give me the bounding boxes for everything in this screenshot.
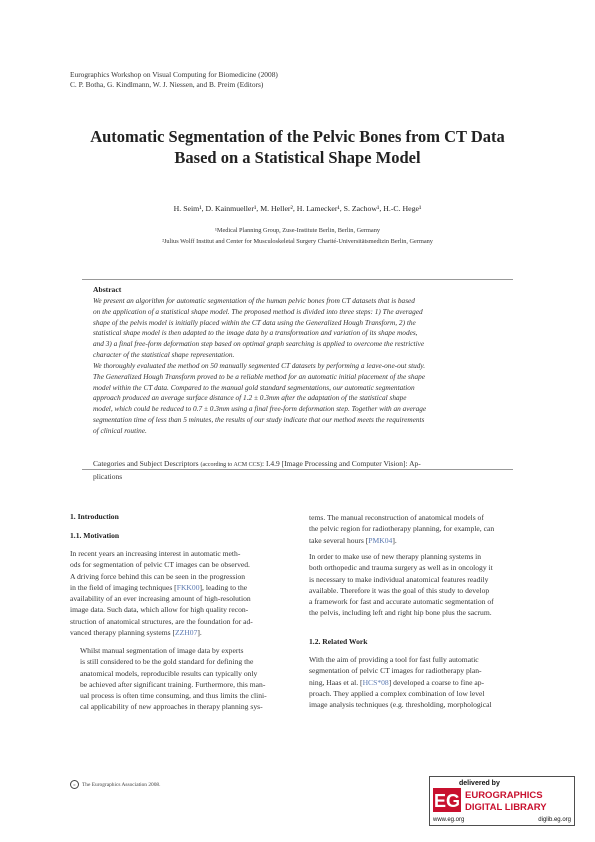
abstract-paragraph-1-line: on the application of a statistical shape model. The proposed method is divided into three steps: 1) The averaged bbox=[93, 306, 423, 316]
affiliations bbox=[40, 225, 555, 247]
title-line-2: Based on a Statistical Shape Model bbox=[174, 148, 421, 167]
right-paragraph-2-line: both orthopedic and trauma surgery as well as in oncology it bbox=[309, 563, 493, 573]
abstract-paragraph-1-line: character of the statistical shape representation. bbox=[93, 349, 235, 359]
categories-text: : I.4.9 [Image Processing and Computer Vision]: Ap- bbox=[261, 459, 421, 468]
header-editors: C. P. Botha, G. Kindlmann, W. J. Niessen, and B. Preim (Editors) bbox=[70, 80, 264, 89]
citation-link[interactable]: ZZH07 bbox=[175, 628, 198, 638]
left-paragraph-1-line: A driving force behind this can be seen in the progression bbox=[70, 571, 246, 581]
logo-delivered-by: delivered by bbox=[459, 780, 500, 787]
abstract-heading: Abstract bbox=[93, 285, 122, 294]
categories-acm-note: (according to ACM CCS) bbox=[200, 462, 262, 468]
author-list: H. Seim¹, D. Kainmueller¹, M. Heller², H. Lamecker¹, S. Zachow¹, H.-C. Hege¹ bbox=[173, 204, 422, 213]
right-paragraph-2-line: is necessary to make individual anatomical features readily bbox=[309, 574, 489, 584]
title-line-1: Automatic Segmentation of the Pelvic Bones from CT Data bbox=[90, 127, 505, 146]
abstract-paragraph-1-line: We present an algorithm for automatic segmentation of the human pelvic bones from CT datasets that is based bbox=[93, 296, 415, 305]
logo-eurographics: EUROGRAPHICS bbox=[465, 790, 543, 801]
copyright-footer bbox=[70, 780, 160, 789]
abstract-paragraph-1-line: shape of the pelvis model is initially placed within the CT data using the Generalized Hough Transform, 2) the bbox=[93, 317, 416, 327]
abstract-paragraph-2-line: The Generalized Hough Transform proved to be a reliable method for an automatic initial placement of the shape bbox=[93, 371, 426, 381]
categories-prefix: Categories and Subject Descriptors bbox=[93, 459, 199, 468]
logo-eg-mark: EG bbox=[433, 791, 461, 811]
copyright-icon: c bbox=[70, 780, 79, 789]
left-paragraph-1 bbox=[70, 548, 278, 638]
citation-link[interactable]: HCS*08 bbox=[362, 677, 389, 687]
logo-digital-library: DIGITAL LIBRARY bbox=[465, 802, 547, 813]
left-paragraph-1-line: In recent years an increasing interest in automatic meth- bbox=[70, 549, 241, 558]
abstract-paragraph-2-line: We thoroughly evaluated the method on 50 manually segmented CT datasets by performing a leave-one-out study. bbox=[93, 361, 426, 370]
left-paragraph-2-line: is still considered to be the gold standard for defining the bbox=[80, 657, 254, 667]
left-paragraph-2-line: anatomical models, reproducible results can typically only bbox=[80, 668, 258, 678]
left-paragraph-2-line: ual process is often time consuming, and thus limits the clini- bbox=[80, 691, 267, 701]
abstract-paragraph-2-line: of clinical routine. bbox=[93, 425, 147, 435]
right-paragraph-1-line: take several hours [PMK04]. bbox=[309, 535, 397, 545]
logo-url-diglib: diglib.eg.org bbox=[538, 817, 571, 823]
right-paragraph-3-line: With the aim of providing a tool for fast fully automatic bbox=[309, 655, 479, 664]
categories-line-2: plications bbox=[93, 472, 123, 481]
section-introduction-heading: 1. Introduction bbox=[70, 512, 119, 521]
right-paragraph-2-line: available. Therefore it was the goal of this study to develop bbox=[309, 585, 490, 595]
left-paragraph-1-line: availability of an ever increasing amount of high-resolution bbox=[70, 594, 251, 604]
left-paragraph-2 bbox=[70, 645, 278, 713]
copyright-text: The Eurographics Association 2008. bbox=[82, 781, 161, 788]
right-paragraph-2 bbox=[309, 551, 525, 619]
right-paragraph-3 bbox=[309, 654, 525, 710]
citation-link[interactable]: FKK00 bbox=[176, 582, 200, 592]
abstract-paragraph-1-line: statistical shape model is then adapted to the image data by a transformation and variation of its shape modes, bbox=[93, 328, 418, 338]
abstract-paragraph-2-line: approach produced an average surface distance of 1.2 ± 0.3mm after the adaptation of the statistical shape bbox=[93, 393, 407, 403]
abstract-paragraph-2-line: model within the CT data. Compared to the manual gold standard segmentations, our automatic segmentation bbox=[93, 382, 415, 392]
right-paragraph-2-line: In order to make use of new therapy planning systems in bbox=[309, 552, 482, 561]
header-venue: Eurographics Workshop on Visual Computing for Biomedicine (2008) bbox=[70, 70, 278, 79]
right-paragraph-1 bbox=[309, 512, 525, 546]
left-paragraph-1-line: vanced therapy planning systems [ZZH07]. bbox=[70, 628, 202, 638]
categories-descriptors bbox=[93, 458, 513, 482]
left-paragraph-1-line: ods for segmentation of pelvic CT images can be observed. bbox=[70, 560, 250, 570]
right-paragraph-2-line: a framework for fast and accurate automatic segmentation of bbox=[309, 597, 494, 607]
publication-header bbox=[70, 70, 278, 90]
section-related-work-heading: 1.2. Related Work bbox=[309, 637, 368, 646]
right-paragraph-1-line: tems. The manual reconstruction of anatomical models of bbox=[309, 513, 484, 522]
section-motivation-heading: 1.1. Motivation bbox=[70, 531, 120, 540]
right-paragraph-3-line: ning, Haas et al. [HCS*08] developed a coarse to fine ap- bbox=[309, 677, 485, 687]
right-paragraph-2-line: the pelvis, including left and right hip bone plus the sacrum. bbox=[309, 608, 492, 618]
paper-title bbox=[40, 126, 555, 168]
left-paragraph-2-line: Whilst manual segmentation of image data by experts bbox=[80, 646, 244, 655]
abstract-paragraph-2-line: model, which could be reduced to 0.7 ± 0.3mm using a final free-form deformation step. Together with an average bbox=[93, 404, 427, 414]
abstract-paragraph-2-line: segmentation time of less than 5 minutes, the results of our study indicate that our method meets the requirements bbox=[93, 414, 425, 424]
left-paragraph-1-line: in the field of imaging techniques [FKK00], leading to the bbox=[70, 582, 248, 592]
left-paragraph-2-line: be achieved after significant training. Furthermore, this man- bbox=[80, 679, 266, 689]
abstract-paragraph-1 bbox=[93, 296, 504, 361]
citation-link[interactable]: PMK04 bbox=[368, 535, 393, 545]
eurographics-digital-library-logo[interactable] bbox=[429, 776, 575, 826]
abstract-paragraph-1-line: and 3) a final free-form deformation step based on optimal graph searching is applied to overcome the restrictive bbox=[93, 339, 425, 349]
right-paragraph-3-line: proach. They applied a complex combination of low level bbox=[309, 688, 485, 698]
right-paragraph-1-line: the pelvic region for radiotherapy planning, for example, can bbox=[309, 524, 495, 534]
right-paragraph-3-line: image analysis techniques (e.g. thresholding, morphological bbox=[309, 700, 492, 710]
abstract-paragraph-2 bbox=[93, 361, 504, 437]
right-paragraph-3-line: segmentation of pelvic CT images for radiotherapy plan- bbox=[309, 666, 482, 676]
left-paragraph-2-line: cal applicability of new approaches in therapy planning sys- bbox=[80, 702, 263, 712]
affiliation-2: ²Julius Wolff Institut and Center for Musculoskeletal Surgery Charité-Universitätsmedizin Berlin, Germany bbox=[162, 238, 433, 245]
logo-url-eg: www.eg.org bbox=[433, 817, 465, 823]
left-paragraph-1-line: image data. Such data, which allow for high quality recon- bbox=[70, 605, 249, 615]
affiliation-1: ¹Medical Planning Group, Zuse-Institute Berlin, Berlin, Germany bbox=[214, 227, 381, 234]
left-paragraph-1-line: struction of anatomical structures, are the foundation for ad- bbox=[70, 616, 253, 626]
